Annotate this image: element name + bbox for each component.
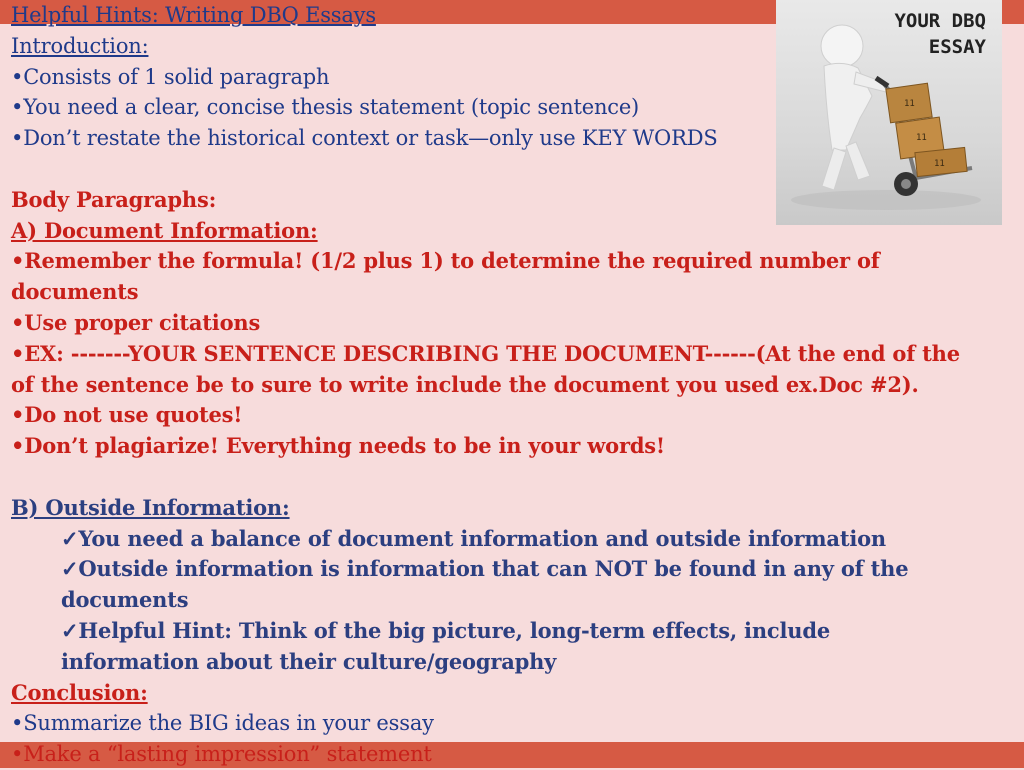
doc-bullet-3-cont: of the sentence be to sure to write include the document you used ex.Doc #2). [11,371,919,397]
introduction-heading: Introduction: [11,33,149,58]
box-label: 11 [904,99,915,109]
intro-bullet-2: • You need a clear, concise thesis statement (topic sentence) [11,92,1011,123]
outside-information-heading: B) Outside Information: [11,494,290,520]
intro-bullet-1: • Consists of 1 solid paragraph [11,62,1011,93]
box-label: 11 [934,159,945,169]
checkmark-icon [61,526,78,551]
document-information-heading: A) Document Information: [11,217,318,243]
caption-line-2: ESSAY [928,36,986,58]
doc-bullet-1-cont: documents [11,279,139,305]
outside-check-3: ✓ Helpful Hint: Think of the big picture, long-term effects, include [11,616,1011,647]
doc-bullet-2: • Use proper citations [11,308,1011,339]
checkmark-icon [61,618,78,643]
outside-check-1: ✓ You need a balance of document information and outside information [11,524,1011,555]
conclusion-bullet-2: • Make a “lasting impression” statement [11,739,1011,770]
caption-line-1: YOUR DBQ [894,10,986,32]
doc-bullet-4: • Do not use quotes! [11,400,1011,431]
checkmark-icon [61,556,78,581]
body-paragraphs-heading: Body Paragraphs: [11,186,217,212]
outside-check-3-cont: information about their culture/geography [61,648,557,674]
conclusion-heading: Conclusion: [11,679,148,705]
intro-bullet-3: • Don’t restate the historical context or task—only use KEY WORDS [11,123,1011,154]
outside-check-2-cont: documents [61,587,189,613]
box-label: 11 [916,133,927,143]
conclusion-bullet-1: • Summarize the BIG ideas in your essay [11,708,1011,739]
outside-check-2: ✓ Outside information is information that can NOT be found in any of the [11,554,1011,585]
illustration-caption [894,8,986,60]
doc-bullet-3: • EX: -------YOUR SENTENCE DESCRIBING THE DOCUMENT------(At the end of the [11,339,1011,370]
doc-bullet-1: • Remember the formula! (1/2 plus 1) to determine the required number of [11,246,1011,277]
dbq-essay-illustration [776,0,1002,225]
doc-bullet-5: • Don’t plagiarize! Everything needs to be in your words! [11,431,1011,462]
slide-title: Helpful Hints: Writing DBQ Essays [11,3,376,27]
